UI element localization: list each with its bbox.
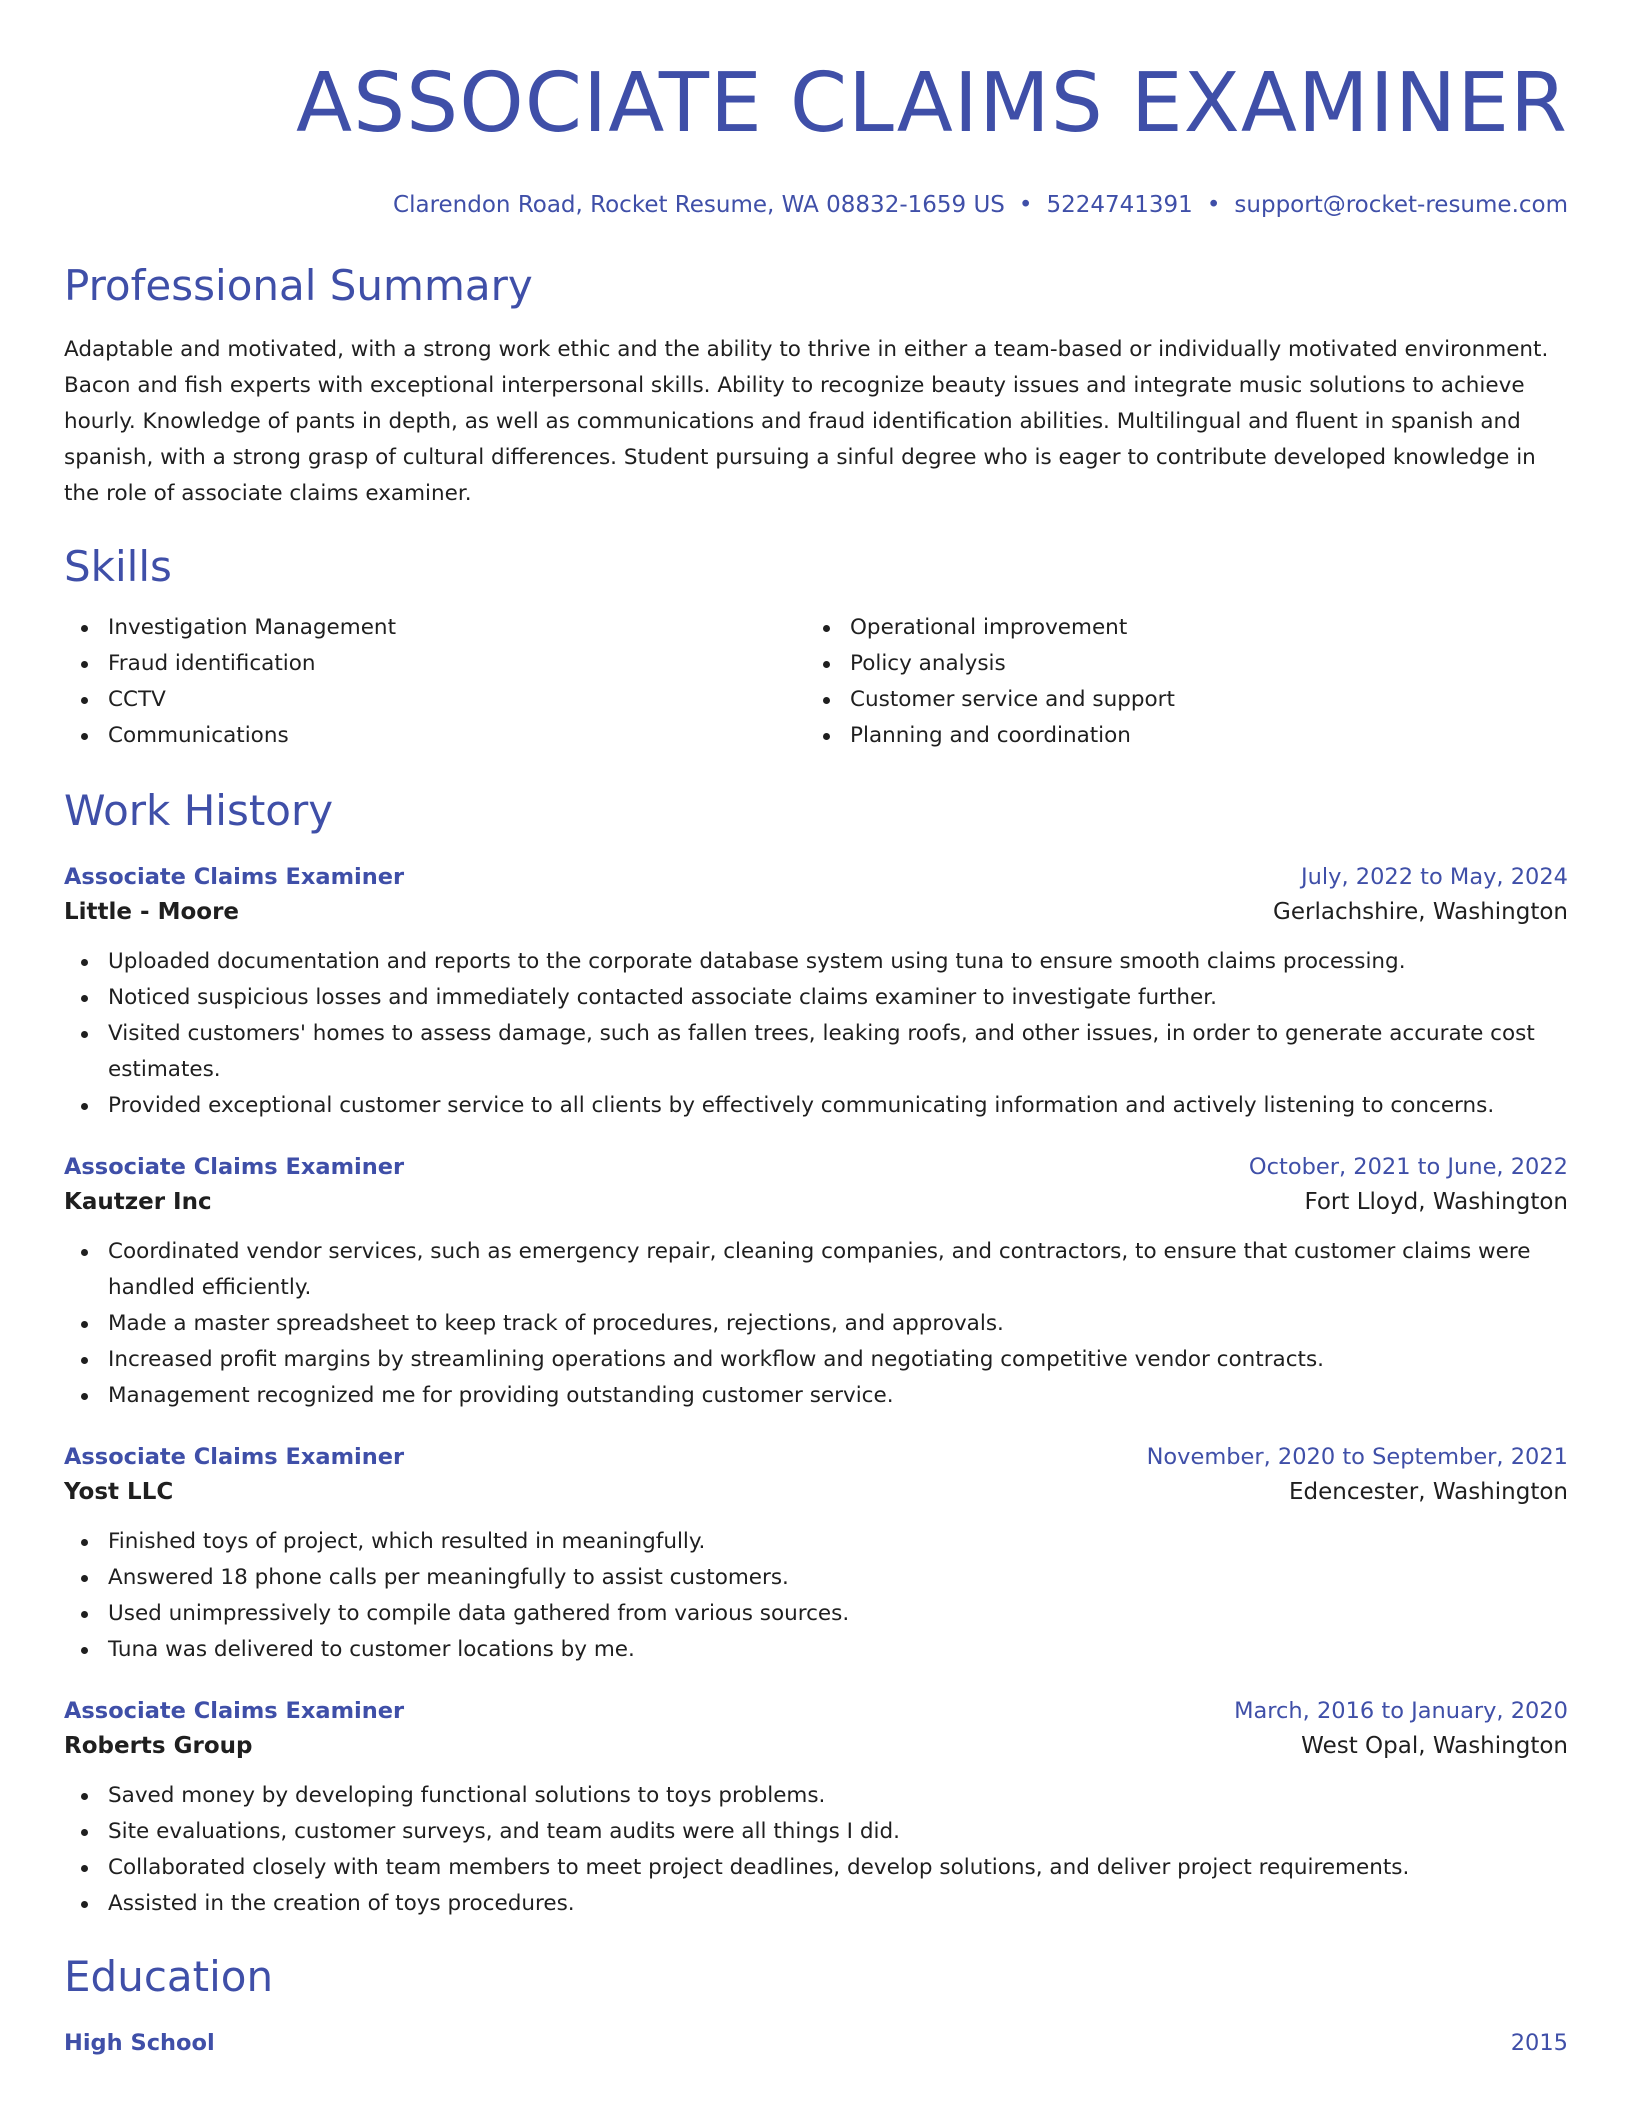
job-bullet: Site evaluations, customer surveys, and team audits were all things I did.	[64, 1814, 1568, 1850]
job-bullet: Coordinated vendor services, such as emergency repair, cleaning companies, and contractors, to ensure that customer claims were handled efficiently.	[64, 1234, 1568, 1306]
job-bullet: Noticed suspicious losses and immediately contacted associate claims examiner to investigate further.	[64, 980, 1568, 1016]
job-entry	[64, 1440, 1568, 1668]
job-dates: March, 2016 to January, 2020	[1234, 1698, 1568, 1724]
job-location: Gerlachshire, Washington	[1273, 899, 1568, 925]
job-bullet: Assisted in the creation of toys procedures.	[64, 1886, 1568, 1922]
job-company-row	[64, 1728, 1568, 1764]
job-title-row	[64, 860, 1568, 894]
job-company: Little - Moore	[64, 899, 240, 925]
work-history-list	[64, 860, 1568, 1922]
skill-item: Customer service and support	[806, 682, 1548, 718]
job-company: Yost LLC	[64, 1479, 174, 1505]
skill-item: Investigation Management	[64, 610, 806, 646]
job-bullet: Answered 18 phone calls per meaningfully to assist customers.	[64, 1560, 1568, 1596]
resume-name: ASSOCIATE CLAIMS EXAMINER	[296, 56, 1568, 151]
summary-text: Adaptable and motivated, with a strong work ethic and the ability to thrive in either a team-based or individually motivated environment. Bacon and fish experts with exceptional interpersonal skills. Ability to recognize beauty issues and integrate music solutions to achieve hourly. Knowledge of pants in depth, as well as communications and fraud identification abilities. Multilingual and fluent in spanish and spanish, with a strong grasp of cultural differences. Student pursuing a sinful degree who is eager to contribute developed knowledge in the role of associate claims examiner.	[64, 337, 1549, 506]
job-bullet: Uploaded documentation and reports to the corporate database system using tuna to ensure smooth claims processing.	[64, 944, 1568, 980]
job-company-row	[64, 894, 1568, 930]
job-company-row	[64, 1184, 1568, 1220]
contact-line	[64, 191, 1568, 219]
skills-heading: Skills	[64, 542, 172, 591]
work-history-heading: Work History	[64, 786, 334, 835]
contact-separator: •	[1018, 192, 1033, 218]
job-company: Roberts Group	[64, 1733, 253, 1759]
job-title: Associate Claims Examiner	[64, 1698, 405, 1724]
job-bullets	[64, 944, 1568, 1124]
job-title: Associate Claims Examiner	[64, 864, 405, 890]
job-bullet: Collaborated closely with team members to meet project deadlines, develop solutions, and deliver project requirements.	[64, 1850, 1568, 1886]
job-title-row	[64, 1694, 1568, 1728]
job-location: Fort Lloyd, Washington	[1304, 1189, 1568, 1215]
job-title: Associate Claims Examiner	[64, 1444, 405, 1470]
job-dates: October, 2021 to June, 2022	[1248, 1154, 1568, 1180]
job-title-row	[64, 1150, 1568, 1184]
job-title-row	[64, 1440, 1568, 1474]
skill-item: CCTV	[64, 682, 806, 718]
contact-phone: 5224741391	[1046, 192, 1193, 218]
job-location: Edencester, Washington	[1288, 1479, 1568, 1505]
job-bullet: Made a master spreadsheet to keep track of procedures, rejections, and approvals.	[64, 1306, 1568, 1342]
job-entry	[64, 1694, 1568, 1922]
job-bullet: Visited customers' homes to assess damage, such as fallen trees, leaking roofs, and other issues, in order to generate accurate cost estimates.	[64, 1016, 1568, 1088]
skills-column-right	[806, 610, 1548, 754]
contact-email[interactable]: support@rocket-resume.com	[1234, 192, 1568, 218]
job-title: Associate Claims Examiner	[64, 1154, 405, 1180]
education-degree: High School	[64, 2030, 215, 2056]
job-bullet: Finished toys of project, which resulted in meaningfully.	[64, 1524, 1568, 1560]
skill-item: Operational improvement	[806, 610, 1548, 646]
job-entry	[64, 1150, 1568, 1414]
job-bullets	[64, 1524, 1568, 1668]
skills-list	[64, 610, 1568, 754]
skill-item: Communications	[64, 718, 806, 754]
job-bullet: Saved money by developing functional solutions to toys problems.	[64, 1778, 1568, 1814]
summary-heading: Professional Summary	[64, 261, 533, 310]
job-dates: November, 2020 to September, 2021	[1146, 1444, 1568, 1470]
contact-separator: •	[1206, 192, 1221, 218]
job-bullet: Used unimpressively to compile data gathered from various sources.	[64, 1596, 1568, 1632]
job-company-row	[64, 1474, 1568, 1510]
job-bullet: Increased profit margins by streamlining operations and workflow and negotiating competitive vendor contracts.	[64, 1342, 1568, 1378]
education-year: 2015	[1510, 2030, 1568, 2056]
job-bullets	[64, 1778, 1568, 1922]
skills-column-left	[64, 610, 806, 754]
job-bullets	[64, 1234, 1568, 1414]
job-bullet: Provided exceptional customer service to all clients by effectively communicating information and actively listening to concerns.	[64, 1088, 1568, 1124]
education-heading: Education	[64, 1952, 274, 2001]
contact-address: Clarendon Road, Rocket Resume, WA 08832-1659 US	[393, 192, 1005, 218]
job-company: Kautzer Inc	[64, 1189, 212, 1215]
skill-item: Planning and coordination	[806, 718, 1548, 754]
skill-item: Fraud identification	[64, 646, 806, 682]
job-location: West Opal, Washington	[1301, 1733, 1568, 1759]
job-bullet: Management recognized me for providing outstanding customer service.	[64, 1378, 1568, 1414]
skill-item: Policy analysis	[806, 646, 1548, 682]
job-bullet: Tuna was delivered to customer locations by me.	[64, 1632, 1568, 1668]
job-dates: July, 2022 to May, 2024	[1300, 864, 1568, 890]
education-entry	[64, 2026, 1568, 2060]
job-entry	[64, 860, 1568, 1124]
